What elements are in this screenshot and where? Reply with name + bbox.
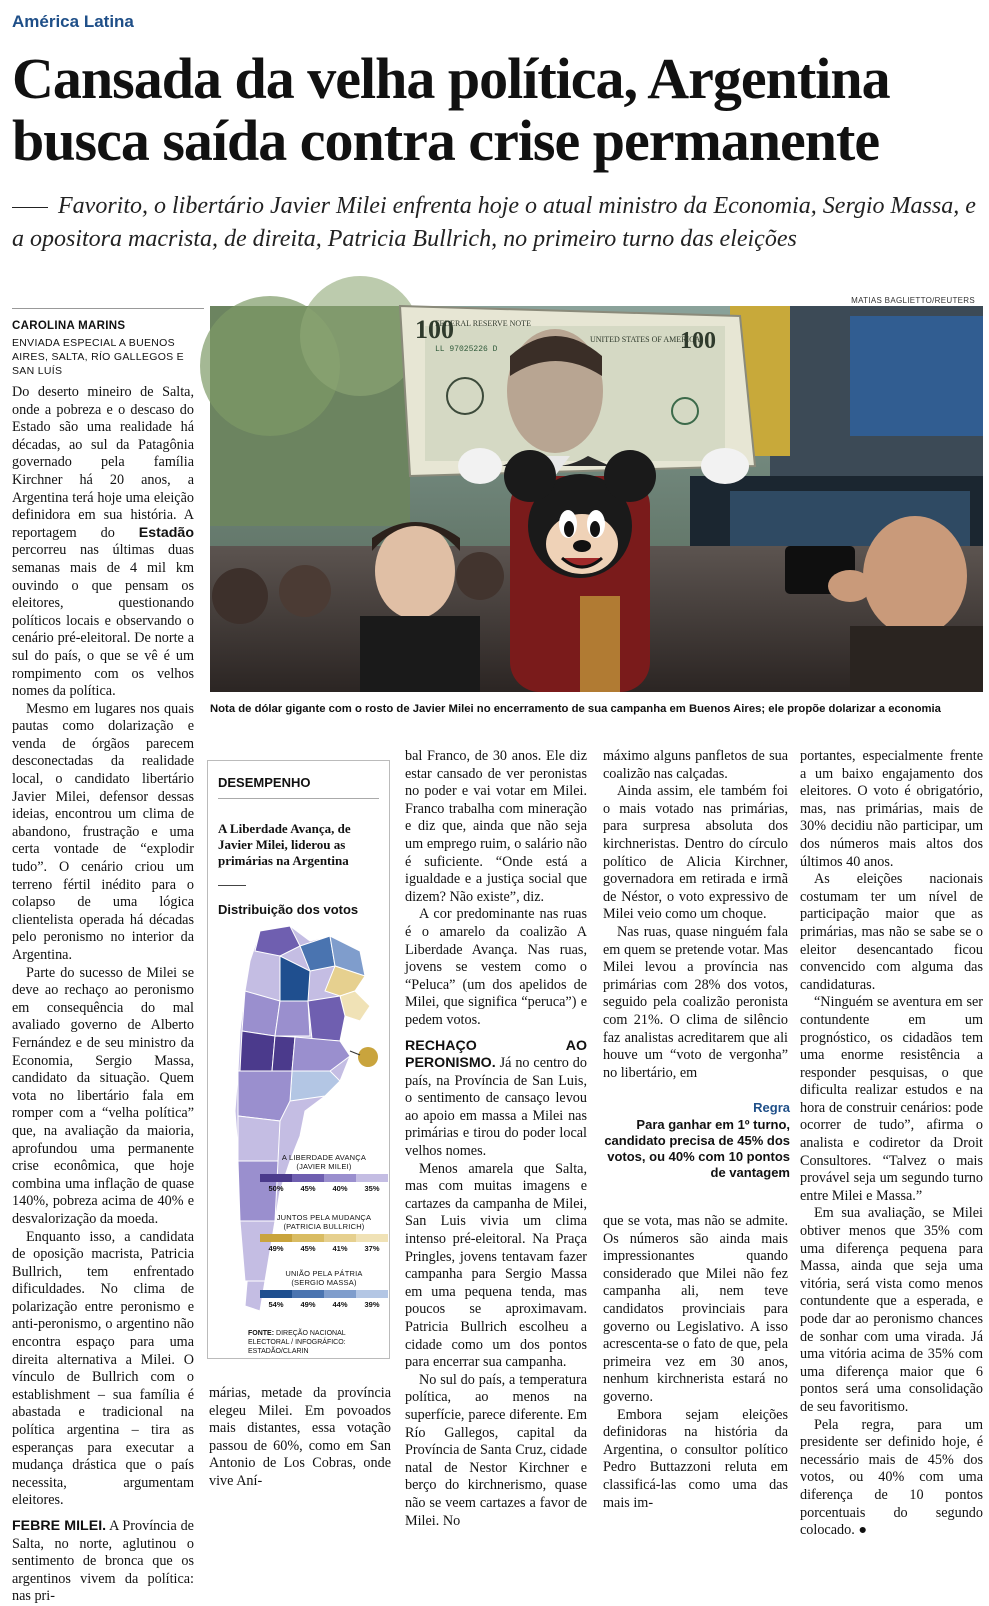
deck-dash: [12, 207, 48, 208]
byline-role: ENVIADA ESPECIAL A BUENOS AIRES, SALTA, RÍO GALLEGOS E SAN LUÍS: [12, 337, 184, 377]
bill-value-right: 100: [680, 328, 716, 354]
young-man-face: [375, 523, 455, 619]
legend-candidate: (SERGIO MASSA): [291, 1278, 357, 1287]
paragraph: Do deserto mineiro de Salta, onde a pobreza e o descaso do Estado são uma realidade há décadas, ao sul da Patagônia governado pela família Kirchner há 20 anos, a Argentina terá hoje uma eleição definidora em sua história. A reportagem do Estadão percorreu nas últimas duas semanas mais de 4 mil km ouvindo o que pensam os eleitores, questionando políticos locais e observando o cenário pré-eleitoral. De norte a sul do país, o que se vê é um rompimento com os velhos nomes da política.: [12, 384, 194, 700]
article-column-2: [209, 1385, 391, 1491]
distribution-title: Distribuição dos votos: [218, 902, 359, 917]
pull-quote-box: [600, 1100, 790, 1181]
photo-credit: MATIAS BAGLIETTO/REUTERS: [851, 296, 975, 305]
news-photo: [210, 306, 983, 692]
paragraph: “Ninguém se aventura em ser contundente em um prognóstico, os cidadãos tem uma enorme resistência a responder pesquisas, o que dificulta realizar estudos e na hora de construir cenários: pode ocorrer de tudo”, afirma o analista e codiretor da Droit Consultores. “Talvez o mais provável seja um segundo turno entre Milei e Massa.”: [800, 994, 983, 1204]
photographer-head: [863, 516, 967, 636]
paragraph: RECHAÇO AO PERONISMO. Já no centro do país, na Província de San Luis, o sentimento de cansaço levou ao apoio em massa a Milei nas primárias e tirou do poder local velhos nomes.: [405, 1037, 587, 1160]
paragraph: Pela regra, para um presidente ser definido hoje, é necessário mais de 45% dos votos, ou 40% com uma diferença de 10 pontos porcentuais do segundo colocado. ●: [800, 1416, 983, 1539]
paragraph: No sul do país, a temperatura política, ao menos na superfície, parece diferente. Em Río Gallegos, capital da Província de Santa Cruz, cidade natal de Nestor Kirchner e berço do kirchnerismo, quase não se veem cartazes a favor de Milei. No: [405, 1371, 587, 1529]
photo-caption: Nota de dólar gigante com o rosto de Javier Milei no encerramento de sua campanha em Buenos Aires; ele propõe dolarizar a economia: [210, 703, 941, 715]
paragraph: Menos amarela que Salta, mas com muitas imagens e cartazes da campanha de Milei, San Luis vivia um clima intenso pré-eleitoral. Na Praça Pringles, jovens tentavam fazer campanha para Sergio Massa em uma pequena tenda, mas poucos se aproximavam. Patricia Bullrich escolheu a cidade como um dos pontos para encerrar sua campanha.: [405, 1160, 587, 1371]
legend-candidate: (PATRICIA BULLRICH): [283, 1222, 365, 1231]
legend-labels: 49% 45% 41% 37%: [268, 1244, 380, 1253]
legend-name: A LIBERDADE AVANÇA: [281, 1153, 367, 1162]
infographic-short-rule: [218, 885, 246, 886]
paragraph: Parte do sucesso de Milei se deve ao rechaço ao peronismo em consequência do mal avaliado governo de Alberto Fernández e de seu ministro da Economia, Sergio Massa, candidato da situação. Quem vota no libertário fala em romper com a “velha política” que, na avaliação da maioria, aprofundou uma permanente crise econômica, que hoje combina uma inflação de quase 140%, pobreza acima de 40% e desvalorização da moeda.: [12, 964, 194, 1227]
legend-color-bar: [260, 1290, 388, 1298]
paragraph: Mesmo em lugares nos quais pautas como dolarização e venda de órgãos parecem desconectadas da realidade local, o candidato libertário Javier Milei, defensor dessas ideias, encontrou um clima de abandono, frustração e uma certa vontade de “explodir tudo”. O cenário criou um terreno fértil inédito para o colapso de uma lógica clientelista operada há décadas pelo peronismo no interior da Argentina.: [12, 700, 194, 963]
legend-name: JUNTOS PELA MUDANÇA: [276, 1213, 372, 1222]
deck-text: Favorito, o libertário Javier Milei enfrenta hoje o atual ministro da Economia, Sergio Massa, e a opositora macrista, de direita, Patricia Bullrich, no primeiro turno das eleições: [12, 193, 976, 252]
legend-uniao-pela-patria: [260, 1269, 388, 1309]
article-column-3: [405, 748, 587, 1530]
paragraph: Ainda assim, ele também foi o mais votado nas primárias, para surpresa absoluta dos kirchneristas. Dentro do círculo político de Alicia Kirchner, governadora em retirada e irmã de Néstor, o voto expressivo de Milei veio como um choque.: [603, 783, 788, 923]
legend-color-bar: [260, 1174, 388, 1182]
byline-rule: [12, 308, 204, 309]
paragraph: portantes, especialmente frente a um baixo engajamento dos eleitores. O voto é obrigatório, mas, nas primárias, mais de 30% decidiu não participar, um dos números mais altos dos últimos 40 anos.: [800, 748, 983, 870]
legend-labels: 54% 49% 44% 39%: [268, 1300, 380, 1309]
paragraph: máximo alguns panfletos de sua coalizão nas calçadas.: [603, 748, 788, 782]
photo-illustration: [210, 306, 983, 692]
paragraph: As eleições nacionais costumam ter um nível de participação maior que as primárias, mas não se sabe se o eleitor desencantado ficou convencido com alguma das candidaturas.: [800, 871, 983, 993]
section-label: América Latina: [12, 12, 134, 31]
headline-line-2: busca saída contra crise permanente: [12, 108, 880, 173]
paragraph: Nas ruas, quase ninguém fala em quem se pretende votar. Mas Milei levou a província nas primárias com 28% dos votos, seguido pela coalizão peronista com 21%. O clima de silêncio faz analistas acreditarem que ali houve um “voto de vergonha” no libertário, em: [603, 923, 788, 1081]
subhead-rechaco: RECHAÇO AO PERONISMO.: [405, 1037, 587, 1072]
bill-value-left: 100: [415, 315, 454, 344]
subhead-febre-milei: FEBRE MILEI.: [12, 1518, 107, 1534]
paragraph: Embora sejam eleições definidoras na história da Argentina, o consultor político Pedro Buttazzoni reluta em classificá-las como uma das mais im-: [603, 1406, 788, 1511]
argentina-map: [220, 921, 380, 1321]
infographic-box: [207, 760, 390, 1359]
article-column-4-bottom: [603, 1213, 788, 1512]
headline-line-1: Cansada da velha política, Argentina: [12, 46, 890, 111]
pull-quote-title: Regra: [753, 1100, 790, 1115]
buenos-aires-inset: [358, 1047, 378, 1067]
headline: [12, 48, 977, 172]
article-column-4-top: [603, 748, 788, 1082]
bill-country: UNITED STATES OF AMERICA: [590, 335, 701, 344]
paragraph: Enquanto isso, a candidata de oposição macrista, Patricia Bullrich, tem enfrentado dificuldades. No clima de polarização entre peronismo e anti-peronismo, o argentino não encontra espaço para uma direita alternativa a Milei. O vínculo de Bullrich com o establishment – sua família é abastada e tradicional na política argentina – tira as esperanças para executar a mudança drástica que o país necessita, argumentam eleitores.: [12, 1228, 194, 1509]
legend-name: UNIÃO PELA PÁTRIA: [285, 1269, 363, 1278]
bill-serial: LL 97025226 D: [435, 345, 498, 354]
infographic-rule: [218, 798, 379, 799]
infographic-subtitle: A Liberdade Avança, de Javier Milei, liderou as primárias na Argentina: [218, 821, 351, 868]
article-column-1: [12, 384, 194, 1606]
byline-name: CAROLINA MARINS: [12, 320, 126, 332]
legend-labels: 50% 45% 40% 35%: [268, 1184, 380, 1193]
legend-juntos-pela-mudanca: [260, 1213, 388, 1253]
pull-quote-text: Para ganhar em 1º turno, candidato precisa de 45% dos votos, ou 40% com 10 pontos de vantagem: [604, 1117, 790, 1180]
legend-color-bar: [260, 1234, 388, 1242]
paragraph: Em sua avaliação, se Milei obtiver menos que 35% com uma diferença pequena para Massa, ainda que seja uma vitória, será vista como menos contundente que a esperada, e pode dar ao peronismo chances de sonhar com uma virada. Já uma vitória acima de 35% com uma diferença maior que 6 pontos será uma consolidação de seu favoritismo.: [800, 1205, 983, 1415]
paragraph: FEBRE MILEI. A Província de Salta, no norte, aglutinou o sentimento de bronca que os argentinos vivem da política: nas pri-: [12, 1518, 194, 1605]
paragraph: A cor predominante nas ruas é o amarelo da coalizão A Liberdade Avança. Nas ruas, jovens se vestem como o “Peluca” (um dos apelidos de Milei, que significa “peruca”) e pedem votos.: [405, 906, 587, 1028]
legend-candidate: (JAVIER MILEI): [296, 1162, 352, 1171]
infographic-source: FONTE: DIREÇÃO NACIONAL ELECTORAL / INFOGRÁFICO: ESTADÃO/CLARIN: [248, 1330, 346, 1355]
deck: [12, 190, 977, 256]
infographic-title: DESEMPENHO: [218, 775, 311, 790]
paragraph: bal Franco, de 30 anos. Ele diz estar cansado de ver peronistas no poder e vai votar em Milei. Franco trabalha com mineração e diz que, ainda que não seja um emprego ruim, o salário não é suficiente. “Onde está a igualdade e a justiça social que dizem? Não existe”, diz.: [405, 748, 587, 905]
bill-bank: FEDERAL RESERVE NOTE: [435, 319, 531, 328]
paragraph: márias, metade da província elegeu Milei. Em povoados mais distantes, essa votação passou de 60%, como em San Antonio de Los Cobras, onde vive Aní-: [209, 1385, 391, 1489]
end-mark-icon: ●: [858, 1522, 867, 1539]
article-column-5: [800, 748, 983, 1540]
legend-liberdade-avanca: [260, 1153, 388, 1193]
paragraph: que se vota, mas não se admite. Os números são ainda mais impressionantes quando considerado que Milei não fez campanha ali, nem teve candidatos provinciais para governo ou Legislativo. A isso acrescenta-se o fato de que, pela primeira vez em 30 anos, nenhum kirchnerista estará no governo.: [603, 1213, 788, 1405]
